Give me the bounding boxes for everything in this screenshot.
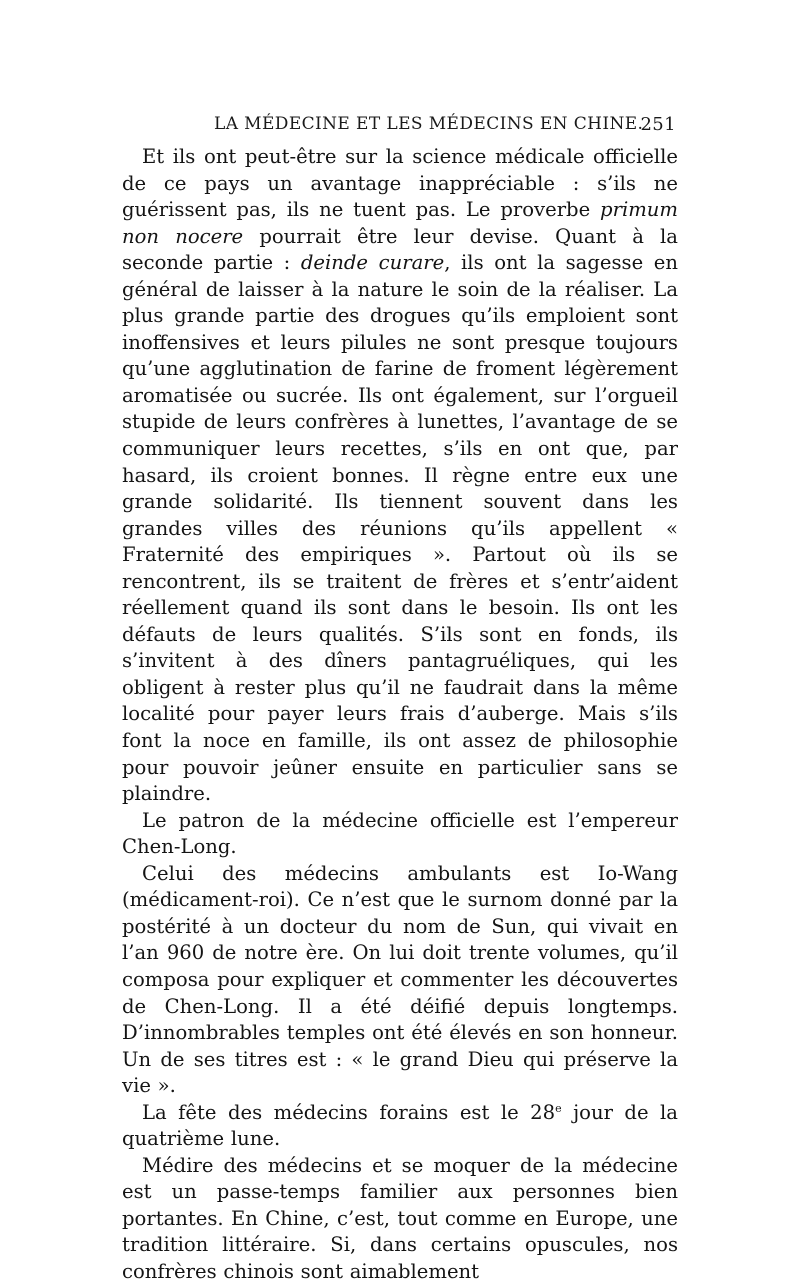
paragraph-3: Celui des médecins ambulants est Io-Wang (médicament-roi). Ce n’est que le surnom donné par la postérité à un docteur du nom de Sun, qui vivait en l’an 960 de notre ère. On lui doit trente volumes, qu’il composa pour expliquer et commenter les découvertes de Chen-Long. Il a été déifié depuis longtemps. D’innombrables temples ont été élevés en son honneur. Un de ses titres est : « le grand Dieu qui préserve la vie ». (122, 861, 678, 1098)
body-text (122, 144, 678, 1286)
running-header (122, 112, 678, 144)
ordinal-superscript: e (555, 1101, 562, 1115)
paragraph-4-text-a: La fête des médecins forains est le 28 (142, 1100, 556, 1124)
running-title: LA MÉDECINE ET LES MÉDECINS EN CHINE. (214, 114, 644, 134)
paragraph-4 (122, 1100, 678, 1153)
latin-phrase-primum: primum non nocere (122, 198, 678, 248)
paragraph-5: Médire des médecins et se moquer de la médecine est un passe-temps familier aux personnes bien portantes. En Chine, c’est, tout comme en Europe, une tradition littéraire. Si, dans certains opuscules, nos confrères chinois sont aimablement (122, 1153, 678, 1283)
paragraph-1-text-b: pourrait être leur devise. Quant à la seconde partie : (122, 224, 678, 275)
page-number: 251 (640, 114, 676, 135)
paragraph-2: Le patron de la médecine officielle est l’empereur Chen-Long. (122, 808, 678, 859)
book-page (122, 112, 678, 1286)
paragraph-1-text-a: Et ils ont peut-être sur la science médicale officielle de ce pays un avantage inappréciable : s’ils ne guérissent pas, ils ne tuent pas. Le proverbe (122, 145, 678, 222)
paragraph-1 (122, 144, 678, 808)
paragraph-4-text-b: jour de la quatrième lune. (122, 1100, 678, 1151)
paragraph-1-text-c: , ils ont la sagesse en général de laisser à la nature le soin de la réaliser. La plus grande partie des drogues qu’ils emploient sont inoffensives et leurs pilules ne sont presque toujours qu’une agglutination de farine de froment légèrement aromatisée ou sucrée. Ils ont également, sur l’orgueil stupide de leurs confrères à lunettes, l’avantage de se communiquer leurs recettes, s’ils en ont que, par hasard, ils croient bonnes. Il règne entre eux une grande solidarité. Ils tiennent souvent dans les grandes villes des réunions qu’ils appellent « Fraternité des empiriques ». Partout où ils se rencontrent, ils se traitent de frères et s’entr’aident réellement quand ils sont dans le besoin. Ils ont les défauts de leurs qualités. S’ils sont en fonds, ils s’invitent à des dîners pantagruéliques, qui les obligent à rester plus qu’il ne faudrait dans la même localité pour payer leurs frais d’auberge. Mais s’ils font la noce en famille, ils ont assez de philosophie pour pouvoir jeûner ensuite en particulier sans se plaindre. (122, 251, 678, 806)
latin-phrase-deinde: deinde curare (300, 251, 445, 275)
